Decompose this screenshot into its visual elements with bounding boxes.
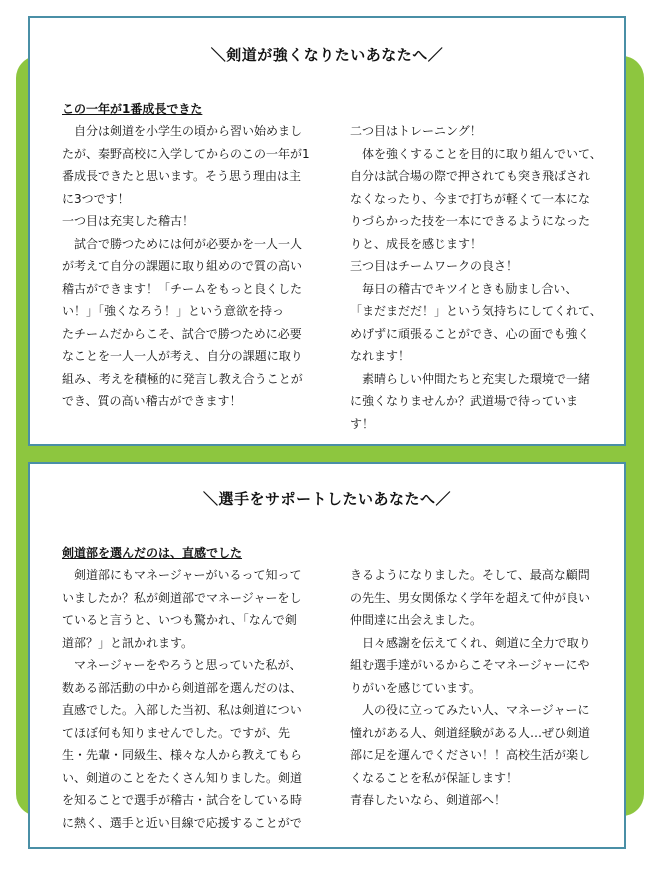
text-line: 剣道部にもマネージャーがいるって知って xyxy=(62,568,302,582)
text-line: に3つです！ xyxy=(62,191,130,206)
text-line: 道部？」と訊かれます。 xyxy=(62,635,194,650)
text-line: 仲間達に出会えました。 xyxy=(350,613,483,627)
text-line: い、剣道のことをたくさん知りました。剣道 xyxy=(62,770,303,785)
text-line: 部に足を運んでください！！高校生活が楽し xyxy=(350,748,591,762)
text-line: くなることを私が保証します！ xyxy=(350,770,519,785)
text-line: 自分は試合場の際で押されても突き飛ばされ xyxy=(350,169,591,183)
text-line: の先生、男女関係なく学年を超えて仲が良い xyxy=(350,590,591,605)
text-column-right xyxy=(350,120,608,435)
text-line: いましたか？私が剣道部でマネージャーをし xyxy=(62,590,302,605)
text-line: 番成長できたと思います。そう思う理由は主 xyxy=(62,169,302,183)
text-line: りと、成長を感じます！ xyxy=(350,236,483,251)
text-line: なことを一人一人が考え、自分の課題に取り xyxy=(62,349,303,363)
text-line: 直感でした。入部した当初、私は剣道につい xyxy=(62,703,302,717)
article-subheading: 剣道部を選んだのは、直感でした xyxy=(62,546,243,560)
text-line: 憧れがある人、剣道経験がある人…ぜひ剣道 xyxy=(350,725,591,740)
text-line: す！ xyxy=(350,416,375,431)
text-line: ていると言うと、いつも驚かれ、「なんで剣 xyxy=(62,613,297,627)
article-subheading: この一年が1番成長できた xyxy=(62,102,203,116)
text-line: 組み、考えを積極的に発言し教え合うことが xyxy=(62,371,303,386)
text-line: なくなったり、今まで打ちが軽くて一本にな xyxy=(350,191,591,206)
text-line: 三つ目はチームワークの良さ！ xyxy=(350,259,519,273)
text-line: 人の役に立ってみたい人、マネージャーに xyxy=(350,703,590,717)
text-line: きるようになりました。そして、最高な顧問 xyxy=(350,568,590,582)
text-line: 一つ目は充実した稽古！ xyxy=(62,214,195,228)
text-line: を知ることで選手が稽古・試合をしている時 xyxy=(62,793,303,807)
text-line: てほぼ何も知りませんでした。ですが、先 xyxy=(62,725,291,740)
text-line: 稽古ができます！「チームをもっと良くした xyxy=(62,281,303,296)
text-line: めげずに頑張ることができ、心の面でも強く xyxy=(350,326,590,341)
text-line: 青春したいなら、剣道部へ！ xyxy=(350,793,507,807)
text-line: りがいを感じています。 xyxy=(350,680,482,695)
text-line: なれます！ xyxy=(350,349,411,363)
text-line: りづらかった技を一本にできるようになった xyxy=(350,214,591,228)
text-line: 自分は剣道を小学生の頃から習い始めまし xyxy=(62,124,303,138)
text-line: 数ある部活動の中から剣道部を選んだのは、 xyxy=(62,680,303,695)
text-column-left xyxy=(62,564,320,834)
panel-support-players xyxy=(28,462,626,849)
text-line: でき、質の高い稽古ができます！ xyxy=(62,394,242,408)
panel-title: ＼剣道が強くなりたいあなたへ／ xyxy=(210,46,444,64)
text-line: い！」「強くなろう！」という意欲を持っ xyxy=(62,304,285,318)
text-line: たが、秦野高校に入学してからのこの一年が1 xyxy=(62,146,310,161)
text-line: に強くなりませんか？武道場で待っていま xyxy=(350,394,579,408)
text-line: 「まだまだだ！」という気持ちにしてくれて、 xyxy=(350,304,602,318)
text-line: 試合で勝つためには何が必要かを一人一人 xyxy=(62,236,303,251)
text-line: 体を強くすることを目的に取り組んでいて、 xyxy=(350,146,602,161)
text-line: 素晴らしい仲間たちと充実した環境で一緒 xyxy=(350,371,591,386)
panel-title: ＼選手をサポートしたいあなたへ／ xyxy=(202,490,451,508)
text-column-left xyxy=(62,120,320,413)
text-line: に熱く、選手と近い目線で応援することがで xyxy=(62,815,302,830)
text-line: 日々感謝を伝えてくれ、剣道に全力で取り xyxy=(350,635,591,650)
text-line: 生・先輩・同級生、様々な人から教えてもら xyxy=(62,748,303,762)
text-line: たチームだからこそ、試合で勝つために必要 xyxy=(62,326,302,341)
text-column-right xyxy=(350,564,608,812)
text-line: マネージャーをやろうと思っていた私が、 xyxy=(62,658,302,672)
panel-strong-kendo xyxy=(28,16,626,446)
text-line: 二つ目はトレーニング！ xyxy=(350,124,482,138)
text-line: 組む選手達がいるからこそマネージャーにや xyxy=(350,658,590,672)
text-line: が考えて自分の課題に取り組めので質の高い xyxy=(62,259,303,273)
text-line: 毎日の稽古でキツイときも励まし合い、 xyxy=(350,281,578,296)
